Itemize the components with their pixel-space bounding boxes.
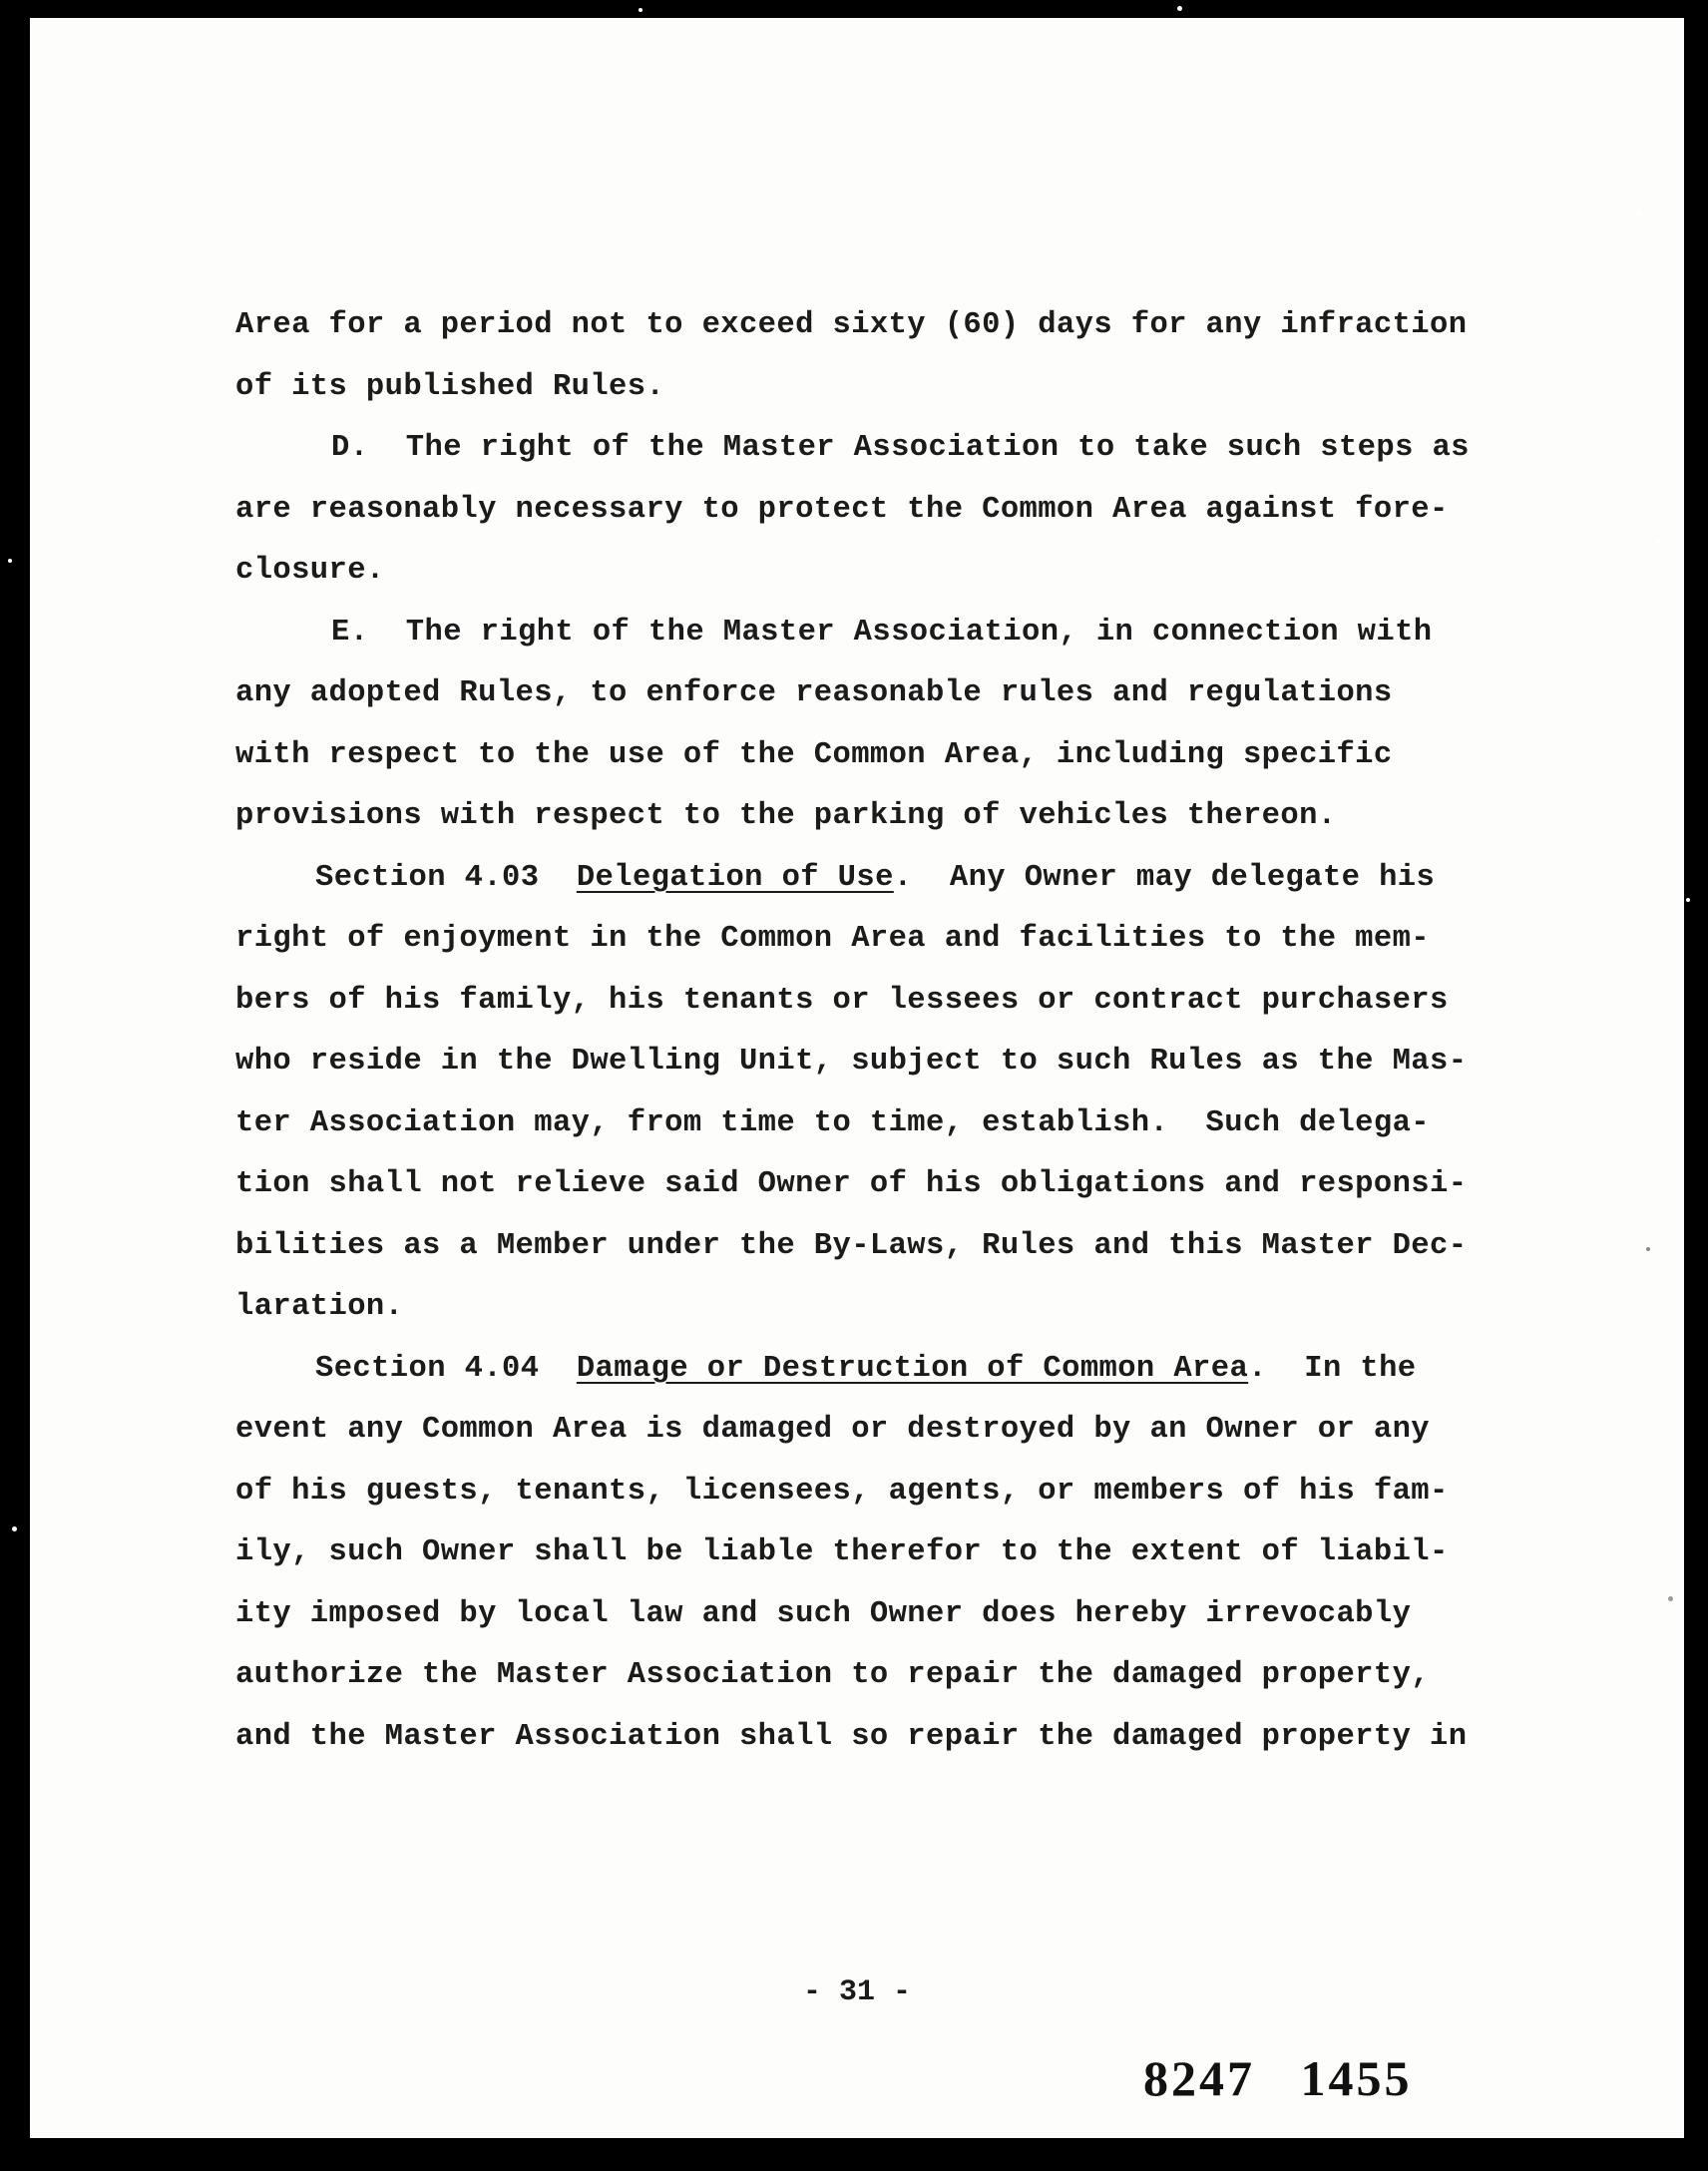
section-text: . Any Owner may delegate his xyxy=(893,860,1436,895)
text-line: provisions with respect to the parking of vehicles thereon. xyxy=(235,799,1337,833)
section-number: Section 4.03 xyxy=(315,860,577,895)
text-line: and the Master Association shall so repair the damaged property in xyxy=(235,1719,1468,1754)
text-line: E. The right of the Master Association, in connection with xyxy=(331,615,1433,650)
text-line: of his guests, tenants, licensees, agents, or members of his fam- xyxy=(235,1474,1449,1509)
text-line: of its published Rules. xyxy=(235,369,665,404)
text-line xyxy=(235,848,1562,910)
text-line: are reasonably necessary to protect the Common Area against fore- xyxy=(235,492,1449,527)
text-line: right of enjoyment in the Common Area and facilities to the mem- xyxy=(235,922,1430,956)
text-line: ily, such Owner shall be liable therefor to the extent of liabil- xyxy=(235,1535,1449,1569)
section-number: Section 4.04 xyxy=(315,1351,577,1386)
text-line: laration. xyxy=(235,1290,404,1324)
body-text xyxy=(235,295,1562,1768)
page-number: - 31 - xyxy=(802,1975,912,2009)
text-line: any adopted Rules, to enforce reasonable rules and regulations xyxy=(235,676,1393,710)
section-heading: Damage or Destruction of Common Area xyxy=(576,1351,1249,1386)
text-line xyxy=(235,1339,1562,1401)
text-line: bilities as a Member under the By-Laws, Rules and this Master Dec- xyxy=(235,1228,1468,1263)
text-line: ity imposed by local law and such Owner does hereby irrevocably xyxy=(235,1596,1412,1631)
section-heading: Delegation of Use xyxy=(576,860,894,895)
text-line: closure. xyxy=(235,554,385,588)
text-line: bers of his family, his tenants or lessees or contract purchasers xyxy=(235,983,1449,1018)
text-line: who reside in the Dwelling Unit, subject to such Rules as the Mas- xyxy=(235,1045,1468,1079)
recording-stamp: 8247 1455 xyxy=(1143,2050,1413,2106)
section-text: . In the xyxy=(1248,1351,1417,1386)
text-line: authorize the Master Association to repair the damaged property, xyxy=(235,1658,1430,1692)
text-line: tion shall not relieve said Owner of his obligations and responsi- xyxy=(235,1167,1468,1201)
text-line: with respect to the use of the Common Area, including specific xyxy=(235,737,1393,772)
text-line: D. The right of the Master Association to take such steps as xyxy=(331,431,1470,465)
document-page xyxy=(30,18,1684,2138)
text-line: ter Association may, from time to time, establish. Such delega- xyxy=(235,1105,1430,1140)
text-line: Area for a period not to exceed sixty (60) days for any infraction xyxy=(235,308,1468,342)
text-line: event any Common Area is damaged or destroyed by an Owner or any xyxy=(235,1413,1430,1447)
